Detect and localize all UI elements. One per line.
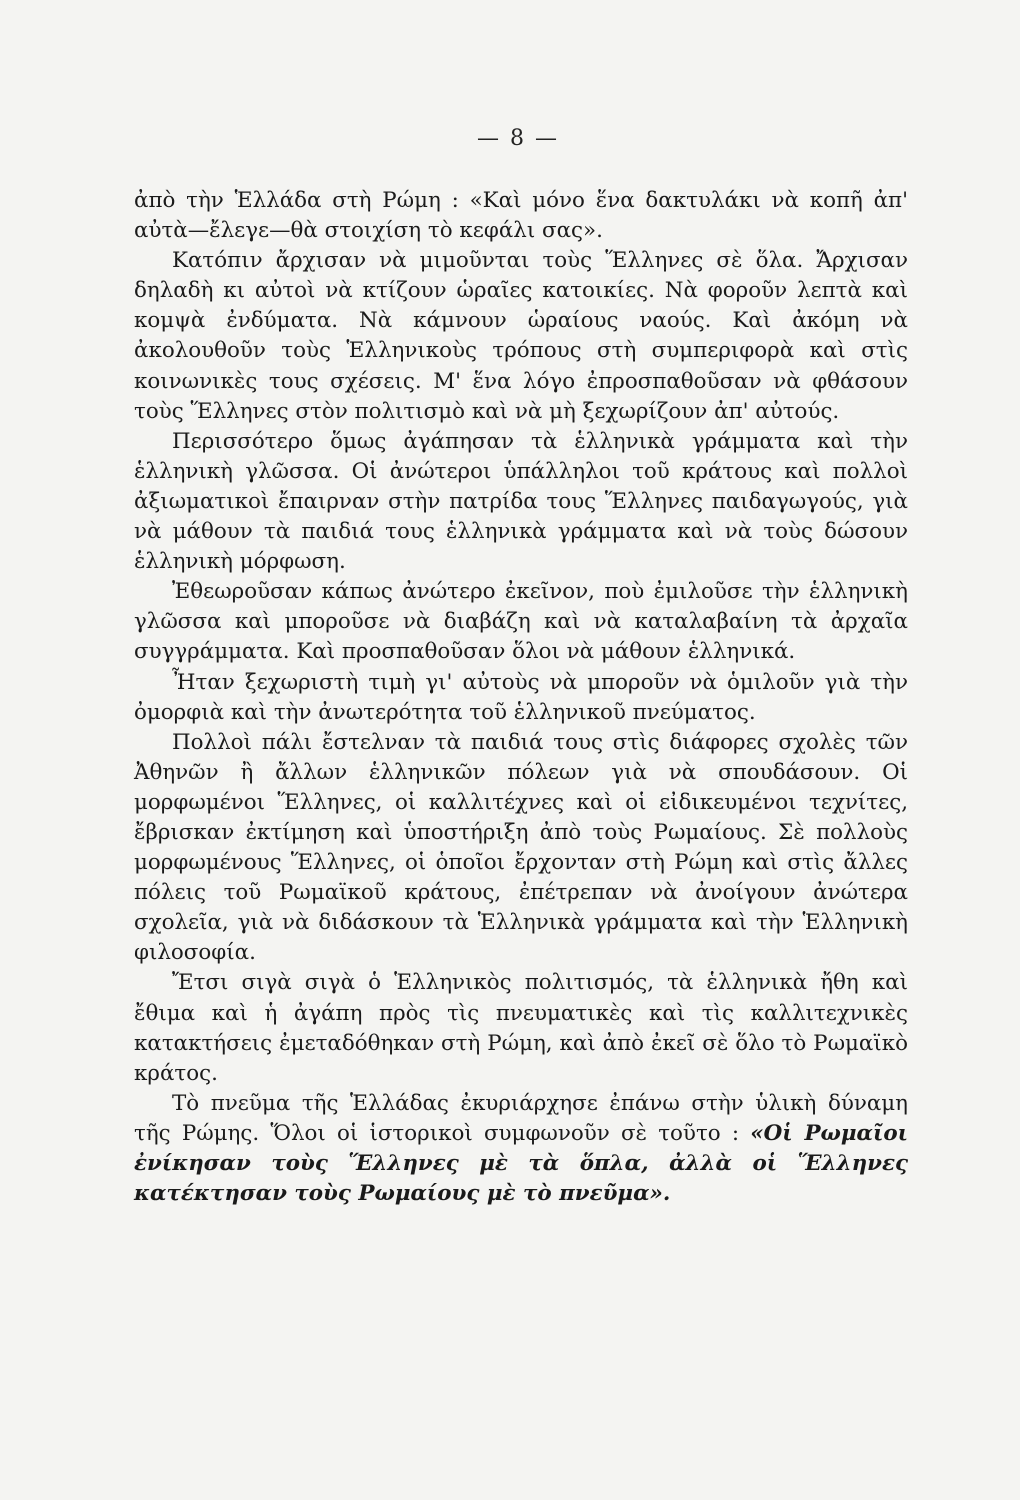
paragraph-3: Περισσότερο ὅμως ἀγάπησαν τὰ ἑλληνικὰ γράμματα καὶ τὴν ἑλληνικὴ γλῶσσα. Οἱ ἀνώτεροι ὑπάλληλοι τοῦ κράτους καὶ πολλοὶ ἀξιωματικοὶ ἔπαιρναν στὴν πατρίδα τους Ἕλληνες παιδαγωγούς, γιὰ νὰ μάθουν τὰ παιδιά τους ἑλληνικὰ γράμματα καὶ νὰ τοὺς δώσουν ἑλληνικὴ μόρφωση. — [134, 428, 908, 575]
paragraph-8 — [134, 1089, 908, 1209]
paragraph-7: Ἔτσι σιγὰ σιγὰ ὁ Ἑλληνικὸς πολιτισμός, τὰ ἑλληνικὰ ἤθη καὶ ἔθιμα καὶ ἡ ἀγάπη πρὸς τὶς πνευματικὲς καὶ τὶς καλλιτεχνικὲς κατακτήσεις ἐμεταδόθηκαν στὴ Ρώμη, καὶ ἀπὸ ἐκεῖ σὲ ὅλο τὸ Ρωμαϊκὸ κράτος. — [134, 970, 908, 1086]
paragraph-1: ἀπὸ τὴν Ἑλλάδα στὴ Ρώμη : «Καὶ μόνο ἕνα δακτυλάκι νὰ κοπῆ ἀπ' αὐτὰ—ἔλεγε—θὰ στοιχίση τὸ κεφάλι σας». — [134, 188, 908, 244]
paragraph-5: Ἦταν ξεχωριστὴ τιμὴ γι' αὐτοὺς νὰ μποροῦν νὰ ὁμιλοῦν γιὰ τὴν ὀμορφιὰ καὶ τὴν ἀνωτερότητα τοῦ ἑλληνικοῦ πνεύματος. — [134, 669, 908, 725]
paragraph-2: Κατόπιν ἄρχισαν νὰ μιμοῦνται τοὺς Ἕλληνες σὲ ὅλα. Ἄρχισαν δηλαδὴ κι αὐτοὶ νὰ κτίζουν ὡραῖες κατοικίες. Νὰ φοροῦν λεπτὰ καὶ κομψὰ ἐνδύματα. Νὰ κάμνουν ὡραίους ναούς. Καὶ ἀκόμη νὰ ἀκολουθοῦν τοὺς Ἑλληνικοὺς τρόπους στὴ συμπεριφορὰ καὶ στὶς κοινωνικὲς τους σχέσεις. Μ' ἕνα λόγο ἐπροσπαθοῦσαν νὰ φθάσουν τοὺς Ἕλληνες στὸν πολιτισμὸ καὶ νὰ μὴ ξεχωρίζουν ἀπ' αὐτούς. — [134, 248, 908, 424]
page-number-text: — 8 — — [477, 126, 559, 151]
paragraph-8-text: Τὸ πνεῦμα τῆς Ἑλλάδας ἐκυριάρχησε ἐπάνω στὴν ὑλικὴ δύναμη τῆς Ρώμης. Ὅλοι οἱ ἱστορικοὶ συμφωνοῦν σὲ τοῦτο : — [134, 1090, 908, 1146]
paragraph-4: Ἐθεωροῦσαν κάπως ἀνώτερο ἐκεῖνον, ποὺ ἐμιλοῦσε τὴν ἑλληνικὴ γλῶσσα καὶ μποροῦσε νὰ διαβάζη καὶ νὰ καταλαβαίνη τὰ ἀρχαῖα συγγράμματα. Καὶ προσπαθοῦσαν ὅλοι νὰ μάθουν ἑλληνικά. — [134, 579, 908, 665]
body-text — [134, 186, 908, 1209]
closing-quote: «Οἱ Ρωμαῖοι ἐνίκησαν τοὺς Ἕλληνες μὲ τὰ ὅπλα, ἀλλὰ οἱ Ἕλληνες κατέκτησαν τοὺς Ρωμαίους μὲ τὸ πνεῦμα». — [134, 1120, 908, 1207]
paragraph-6: Πολλοὶ πάλι ἔστελναν τὰ παιδιά τους στὶς διάφορες σχολὲς τῶν Ἀθηνῶν ἢ ἄλλων ἑλληνικῶν πόλεων γιὰ νὰ σπουδάσουν. Οἱ μορφωμένοι Ἕλληνες, οἱ καλλιτέχνες καὶ οἱ εἰδικευμένοι τεχνίτες, ἔβρισκαν ἐκτίμηση καὶ ὑποστήριξη ἀπὸ τοὺς Ρωμαίους. Σὲ πολλοὺς μορφωμένους Ἕλληνες, οἱ ὁποῖοι ἔρχονταν στὴ Ρώμη καὶ στὶς ἄλλες πόλεις τοῦ Ρωμαϊκοῦ κράτους, ἐπέτρεπαν νὰ ἀνοίγουν ἀνώτερα σχολεῖα, γιὰ νὰ διδάσκουν τὰ Ἑλληνικὰ γράμματα καὶ τὴν Ἑλληνικὴ φιλοσοφία. — [134, 729, 908, 966]
page-number — [0, 126, 1020, 151]
